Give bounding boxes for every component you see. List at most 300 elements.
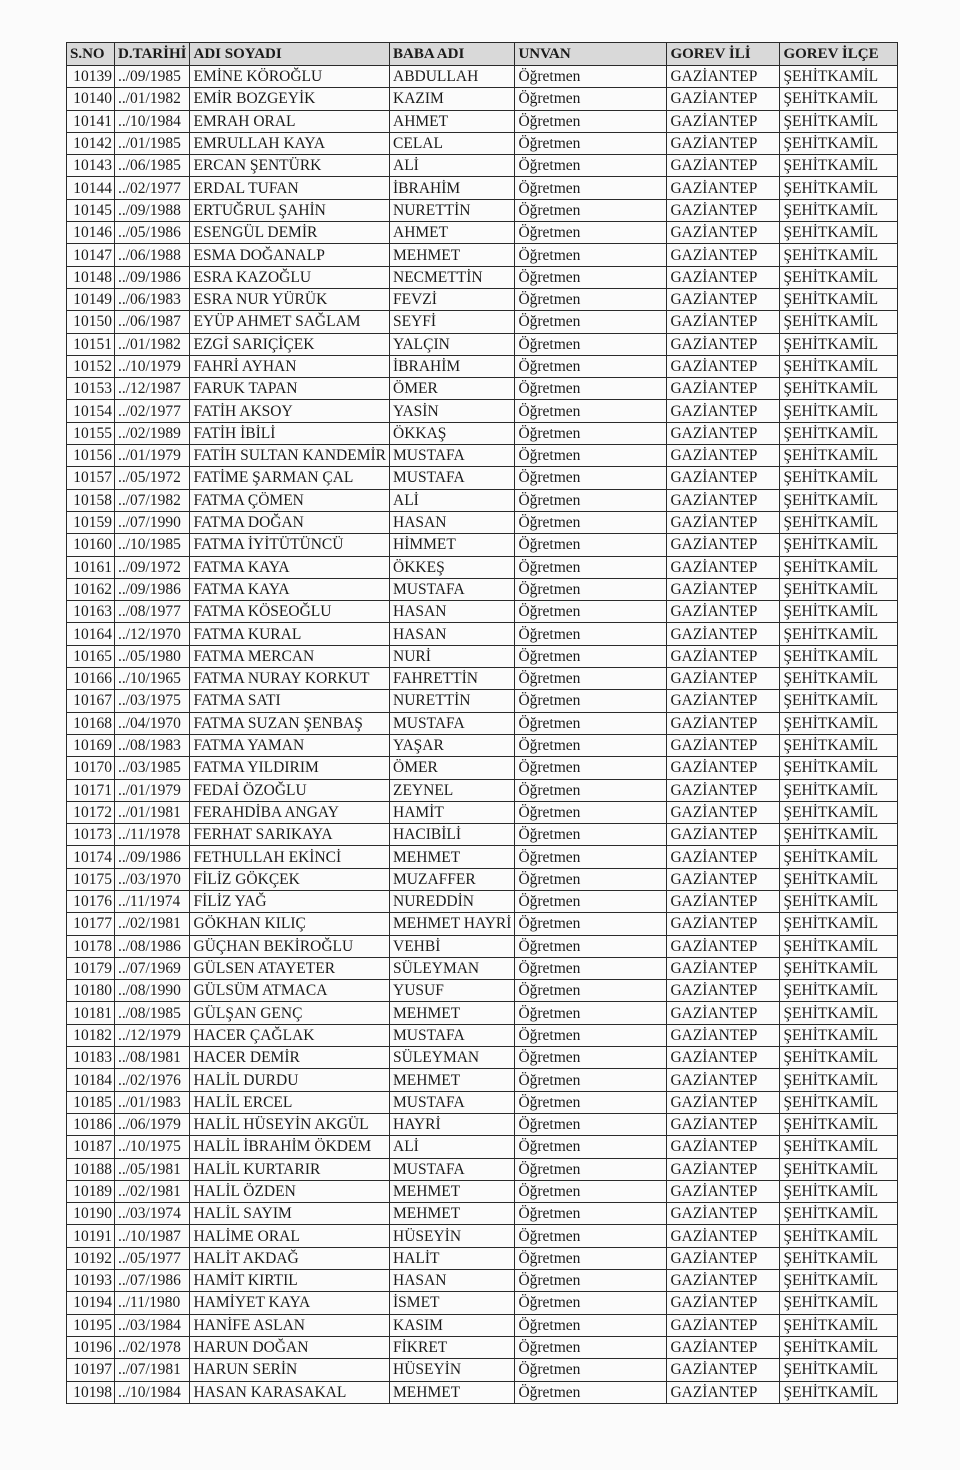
cell-duty-city: GAZİANTEP [667, 690, 780, 712]
cell-father-name: FAHRETTİN [390, 668, 515, 690]
table-row [67, 1136, 898, 1158]
cell-duty-city: GAZİANTEP [667, 1091, 780, 1113]
cell-title: Öğretmen [515, 266, 667, 288]
cell-title: Öğretmen [515, 467, 667, 489]
cell-birth-date: ../08/1986 [115, 935, 190, 957]
cell-full-name: ERCAN ŞENTÜRK [190, 155, 390, 177]
cell-full-name: FATMA YAMAN [190, 734, 390, 756]
cell-duty-city: GAZİANTEP [667, 1047, 780, 1069]
cell-full-name: FEDAİ ÖZOĞLU [190, 779, 390, 801]
cell-title: Öğretmen [515, 1002, 667, 1024]
table-row [67, 422, 898, 444]
cell-father-name: AHMET [390, 110, 515, 132]
table-row [67, 601, 898, 623]
cell-father-name: NURETTİN [390, 690, 515, 712]
cell-father-name: ÖMER [390, 757, 515, 779]
cell-duty-district: ŞEHİTKAMİL [780, 1336, 898, 1358]
cell-duty-city: GAZİANTEP [667, 132, 780, 154]
cell-full-name: HACER DEMİR [190, 1047, 390, 1069]
header-duty-city: GOREV İLİ [667, 43, 780, 66]
cell-duty-district: ŞEHİTKAMİL [780, 467, 898, 489]
cell-father-name: ABDULLAH [390, 66, 515, 88]
cell-duty-city: GAZİANTEP [667, 668, 780, 690]
cell-duty-district: ŞEHİTKAMİL [780, 422, 898, 444]
cell-duty-city: GAZİANTEP [667, 110, 780, 132]
cell-duty-city: GAZİANTEP [667, 378, 780, 400]
cell-father-name: MUSTAFA [390, 467, 515, 489]
cell-full-name: FETHULLAH EKİNCİ [190, 846, 390, 868]
table-row [67, 668, 898, 690]
cell-title: Öğretmen [515, 1247, 667, 1269]
cell-father-name: MEHMET [390, 244, 515, 266]
personnel-table [66, 42, 898, 1404]
cell-duty-city: GAZİANTEP [667, 222, 780, 244]
cell-father-name: HAMİT [390, 801, 515, 823]
table-row [67, 244, 898, 266]
cell-title: Öğretmen [515, 1136, 667, 1158]
cell-sno: 10141 [67, 110, 115, 132]
cell-father-name: MEHMET [390, 1002, 515, 1024]
cell-sno: 10177 [67, 913, 115, 935]
cell-duty-city: GAZİANTEP [667, 534, 780, 556]
cell-birth-date: ../10/1975 [115, 1136, 190, 1158]
cell-duty-district: ŞEHİTKAMİL [780, 712, 898, 734]
cell-birth-date: ../10/1985 [115, 534, 190, 556]
table-row [67, 1024, 898, 1046]
header-birth-date: D.TARİHİ [115, 43, 190, 66]
cell-full-name: HALİL KURTARIR [190, 1158, 390, 1180]
cell-birth-date: ../01/1981 [115, 801, 190, 823]
cell-duty-city: GAZİANTEP [667, 1336, 780, 1358]
cell-full-name: FATMA SATI [190, 690, 390, 712]
cell-duty-district: ŞEHİTKAMİL [780, 1314, 898, 1336]
cell-duty-district: ŞEHİTKAMİL [780, 378, 898, 400]
cell-title: Öğretmen [515, 155, 667, 177]
cell-sno: 10150 [67, 311, 115, 333]
cell-sno: 10161 [67, 556, 115, 578]
cell-duty-district: ŞEHİTKAMİL [780, 601, 898, 623]
cell-father-name: MEHMET [390, 1069, 515, 1091]
cell-sno: 10192 [67, 1247, 115, 1269]
table-row [67, 779, 898, 801]
cell-father-name: NUREDDİN [390, 890, 515, 912]
table-row [67, 690, 898, 712]
cell-duty-city: GAZİANTEP [667, 244, 780, 266]
cell-father-name: ALİ [390, 155, 515, 177]
cell-title: Öğretmen [515, 222, 667, 244]
cell-title: Öğretmen [515, 1225, 667, 1247]
cell-sno: 10190 [67, 1203, 115, 1225]
cell-full-name: FATMA İYİTÜTÜNCÜ [190, 534, 390, 556]
cell-full-name: FATMA MERCAN [190, 645, 390, 667]
cell-duty-city: GAZİANTEP [667, 801, 780, 823]
cell-full-name: ESMA DOĞANALP [190, 244, 390, 266]
cell-duty-city: GAZİANTEP [667, 623, 780, 645]
cell-birth-date: ../10/1987 [115, 1225, 190, 1247]
cell-birth-date: ../01/1982 [115, 333, 190, 355]
table-row [67, 333, 898, 355]
cell-full-name: EZGİ SARIÇİÇEK [190, 333, 390, 355]
cell-duty-district: ŞEHİTKAMİL [780, 734, 898, 756]
cell-title: Öğretmen [515, 757, 667, 779]
table-row [67, 1292, 898, 1314]
table-row [67, 199, 898, 221]
cell-birth-date: ../03/1984 [115, 1314, 190, 1336]
table-row [67, 1270, 898, 1292]
cell-full-name: FARUK TAPAN [190, 378, 390, 400]
cell-father-name: ÖKKAŞ [390, 422, 515, 444]
cell-duty-city: GAZİANTEP [667, 445, 780, 467]
cell-title: Öğretmen [515, 1158, 667, 1180]
cell-duty-district: ŞEHİTKAMİL [780, 1359, 898, 1381]
cell-full-name: FATMA YILDIRIM [190, 757, 390, 779]
cell-title: Öğretmen [515, 355, 667, 377]
cell-duty-city: GAZİANTEP [667, 1069, 780, 1091]
table-row [67, 288, 898, 310]
cell-sno: 10147 [67, 244, 115, 266]
cell-title: Öğretmen [515, 1203, 667, 1225]
cell-duty-city: GAZİANTEP [667, 1113, 780, 1135]
cell-father-name: İSMET [390, 1292, 515, 1314]
cell-title: Öğretmen [515, 645, 667, 667]
cell-sno: 10169 [67, 734, 115, 756]
cell-father-name: MEHMET [390, 1381, 515, 1403]
table-row [67, 1069, 898, 1091]
cell-birth-date: ../01/1982 [115, 88, 190, 110]
cell-birth-date: ../06/1979 [115, 1113, 190, 1135]
cell-sno: 10189 [67, 1180, 115, 1202]
header-father-name: BABA ADI [390, 43, 515, 66]
cell-full-name: HALİL ÖZDEN [190, 1180, 390, 1202]
table-row [67, 757, 898, 779]
cell-father-name: ÖMER [390, 378, 515, 400]
cell-father-name: SÜLEYMAN [390, 957, 515, 979]
cell-title: Öğretmen [515, 1359, 667, 1381]
cell-birth-date: ../07/1981 [115, 1359, 190, 1381]
cell-birth-date: ../03/1985 [115, 757, 190, 779]
cell-title: Öğretmen [515, 935, 667, 957]
cell-sno: 10191 [67, 1225, 115, 1247]
cell-full-name: HARUN SERİN [190, 1359, 390, 1381]
cell-duty-district: ŞEHİTKAMİL [780, 1292, 898, 1314]
table-row [67, 1002, 898, 1024]
cell-title: Öğretmen [515, 199, 667, 221]
cell-sno: 10151 [67, 333, 115, 355]
cell-duty-district: ŞEHİTKAMİL [780, 1225, 898, 1247]
cell-title: Öğretmen [515, 177, 667, 199]
cell-duty-district: ŞEHİTKAMİL [780, 801, 898, 823]
cell-duty-city: GAZİANTEP [667, 779, 780, 801]
table-row [67, 556, 898, 578]
cell-title: Öğretmen [515, 980, 667, 1002]
cell-sno: 10162 [67, 578, 115, 600]
cell-birth-date: ../09/1986 [115, 266, 190, 288]
cell-duty-district: ŞEHİTKAMİL [780, 690, 898, 712]
cell-full-name: HALİL ERCEL [190, 1091, 390, 1113]
cell-duty-city: GAZİANTEP [667, 957, 780, 979]
cell-duty-district: ŞEHİTKAMİL [780, 88, 898, 110]
cell-father-name: ALİ [390, 489, 515, 511]
cell-duty-city: GAZİANTEP [667, 422, 780, 444]
cell-birth-date: ../02/1976 [115, 1069, 190, 1091]
cell-father-name: MUSTAFA [390, 1158, 515, 1180]
cell-birth-date: ../07/1969 [115, 957, 190, 979]
cell-duty-city: GAZİANTEP [667, 177, 780, 199]
table-row [67, 824, 898, 846]
cell-duty-district: ŞEHİTKAMİL [780, 1270, 898, 1292]
cell-father-name: NECMETTİN [390, 266, 515, 288]
cell-birth-date: ../07/1986 [115, 1270, 190, 1292]
cell-duty-district: ŞEHİTKAMİL [780, 1381, 898, 1403]
cell-duty-city: GAZİANTEP [667, 1314, 780, 1336]
cell-full-name: HAMİT KIRTIL [190, 1270, 390, 1292]
cell-title: Öğretmen [515, 556, 667, 578]
cell-duty-district: ŞEHİTKAMİL [780, 355, 898, 377]
cell-father-name: YALÇIN [390, 333, 515, 355]
cell-full-name: HARUN DOĞAN [190, 1336, 390, 1358]
cell-duty-city: GAZİANTEP [667, 489, 780, 511]
cell-duty-district: ŞEHİTKAMİL [780, 578, 898, 600]
cell-full-name: FATMA KAYA [190, 556, 390, 578]
cell-duty-city: GAZİANTEP [667, 333, 780, 355]
table-row [67, 355, 898, 377]
cell-birth-date: ../09/1972 [115, 556, 190, 578]
cell-father-name: HACIBİLİ [390, 824, 515, 846]
table-row [67, 935, 898, 957]
cell-sno: 10184 [67, 1069, 115, 1091]
cell-birth-date: ../08/1977 [115, 601, 190, 623]
cell-father-name: HASAN [390, 511, 515, 533]
cell-title: Öğretmen [515, 1381, 667, 1403]
cell-duty-city: GAZİANTEP [667, 601, 780, 623]
cell-sno: 10156 [67, 445, 115, 467]
cell-father-name: MEHMET HAYRİ [390, 913, 515, 935]
cell-duty-city: GAZİANTEP [667, 734, 780, 756]
cell-sno: 10183 [67, 1047, 115, 1069]
cell-title: Öğretmen [515, 244, 667, 266]
cell-title: Öğretmen [515, 690, 667, 712]
cell-title: Öğretmen [515, 1091, 667, 1113]
cell-birth-date: ../12/1987 [115, 378, 190, 400]
cell-title: Öğretmen [515, 88, 667, 110]
cell-title: Öğretmen [515, 957, 667, 979]
cell-duty-city: GAZİANTEP [667, 868, 780, 890]
table-row [67, 712, 898, 734]
cell-sno: 10173 [67, 824, 115, 846]
cell-duty-district: ŞEHİTKAMİL [780, 779, 898, 801]
cell-duty-district: ŞEHİTKAMİL [780, 177, 898, 199]
table-row [67, 1047, 898, 1069]
cell-birth-date: ../09/1988 [115, 199, 190, 221]
cell-birth-date: ../02/1977 [115, 177, 190, 199]
cell-duty-district: ŞEHİTKAMİL [780, 668, 898, 690]
cell-duty-city: GAZİANTEP [667, 1002, 780, 1024]
cell-sno: 10163 [67, 601, 115, 623]
cell-duty-city: GAZİANTEP [667, 1247, 780, 1269]
cell-birth-date: ../02/1981 [115, 1180, 190, 1202]
cell-duty-district: ŞEHİTKAMİL [780, 1203, 898, 1225]
cell-duty-city: GAZİANTEP [667, 913, 780, 935]
cell-title: Öğretmen [515, 1270, 667, 1292]
cell-birth-date: ../06/1985 [115, 155, 190, 177]
cell-title: Öğretmen [515, 311, 667, 333]
cell-full-name: GÜLSÜM ATMACA [190, 980, 390, 1002]
cell-birth-date: ../06/1987 [115, 311, 190, 333]
cell-birth-date: ../02/1978 [115, 1336, 190, 1358]
cell-full-name: ERDAL TUFAN [190, 177, 390, 199]
cell-birth-date: ../01/1979 [115, 445, 190, 467]
cell-title: Öğretmen [515, 489, 667, 511]
cell-birth-date: ../10/1979 [115, 355, 190, 377]
cell-duty-district: ŞEHİTKAMİL [780, 846, 898, 868]
cell-duty-city: GAZİANTEP [667, 1024, 780, 1046]
cell-full-name: FERHAT SARIKAYA [190, 824, 390, 846]
table-row [67, 1091, 898, 1113]
table-row [67, 534, 898, 556]
cell-full-name: EMRULLAH KAYA [190, 132, 390, 154]
cell-birth-date: ../01/1979 [115, 779, 190, 801]
cell-birth-date: ../02/1977 [115, 400, 190, 422]
cell-title: Öğretmen [515, 1180, 667, 1202]
table-row [67, 378, 898, 400]
cell-title: Öğretmen [515, 132, 667, 154]
cell-title: Öğretmen [515, 1314, 667, 1336]
table-row [67, 266, 898, 288]
cell-duty-city: GAZİANTEP [667, 1359, 780, 1381]
cell-duty-district: ŞEHİTKAMİL [780, 199, 898, 221]
table-row [67, 155, 898, 177]
cell-full-name: FATMA KAYA [190, 578, 390, 600]
header-full-name: ADI SOYADI [190, 43, 390, 66]
cell-full-name: EMRAH ORAL [190, 110, 390, 132]
cell-duty-city: GAZİANTEP [667, 288, 780, 310]
header-duty-district: GOREV İLÇE [780, 43, 898, 66]
cell-sno: 10171 [67, 779, 115, 801]
cell-birth-date: ../10/1984 [115, 1381, 190, 1403]
cell-duty-district: ŞEHİTKAMİL [780, 1113, 898, 1135]
cell-sno: 10176 [67, 890, 115, 912]
cell-birth-date: ../08/1985 [115, 1002, 190, 1024]
table-row [67, 957, 898, 979]
cell-birth-date: ../08/1981 [115, 1047, 190, 1069]
cell-full-name: FATİH AKSOY [190, 400, 390, 422]
cell-sno: 10152 [67, 355, 115, 377]
cell-sno: 10185 [67, 1091, 115, 1113]
cell-duty-city: GAZİANTEP [667, 400, 780, 422]
cell-father-name: HİMMET [390, 534, 515, 556]
cell-sno: 10194 [67, 1292, 115, 1314]
cell-birth-date: ../10/1965 [115, 668, 190, 690]
cell-sno: 10159 [67, 511, 115, 533]
cell-birth-date: ../05/1980 [115, 645, 190, 667]
cell-title: Öğretmen [515, 422, 667, 444]
cell-title: Öğretmen [515, 1047, 667, 1069]
cell-sno: 10158 [67, 489, 115, 511]
cell-sno: 10143 [67, 155, 115, 177]
cell-title: Öğretmen [515, 445, 667, 467]
cell-sno: 10157 [67, 467, 115, 489]
cell-full-name: HALİL SAYIM [190, 1203, 390, 1225]
cell-duty-district: ŞEHİTKAMİL [780, 266, 898, 288]
cell-sno: 10197 [67, 1359, 115, 1381]
cell-full-name: FATMA KURAL [190, 623, 390, 645]
cell-full-name: ERTUĞRUL ŞAHİN [190, 199, 390, 221]
cell-sno: 10170 [67, 757, 115, 779]
cell-birth-date: ../07/1990 [115, 511, 190, 533]
cell-sno: 10167 [67, 690, 115, 712]
table-row [67, 623, 898, 645]
cell-sno: 10146 [67, 222, 115, 244]
cell-sno: 10168 [67, 712, 115, 734]
cell-birth-date: ../03/1970 [115, 868, 190, 890]
cell-duty-district: ŞEHİTKAMİL [780, 1069, 898, 1091]
cell-sno: 10139 [67, 66, 115, 88]
cell-full-name: HALİL DURDU [190, 1069, 390, 1091]
cell-full-name: FATMA ÇÖMEN [190, 489, 390, 511]
cell-full-name: FERAHDİBA ANGAY [190, 801, 390, 823]
cell-duty-district: ŞEHİTKAMİL [780, 400, 898, 422]
cell-duty-district: ŞEHİTKAMİL [780, 645, 898, 667]
cell-duty-district: ŞEHİTKAMİL [780, 935, 898, 957]
table-row [67, 177, 898, 199]
cell-birth-date: ../05/1977 [115, 1247, 190, 1269]
cell-birth-date: ../03/1975 [115, 690, 190, 712]
table-row [67, 1158, 898, 1180]
cell-duty-district: ŞEHİTKAMİL [780, 1047, 898, 1069]
cell-title: Öğretmen [515, 1336, 667, 1358]
cell-full-name: FATİH SULTAN KANDEMİR [190, 445, 390, 467]
cell-sno: 10144 [67, 177, 115, 199]
cell-title: Öğretmen [515, 1292, 667, 1314]
cell-father-name: İBRAHİM [390, 355, 515, 377]
cell-father-name: MUSTAFA [390, 1091, 515, 1113]
table-body [67, 66, 898, 1404]
cell-full-name: FATİH İBİLİ [190, 422, 390, 444]
cell-father-name: KAZIM [390, 88, 515, 110]
cell-sno: 10175 [67, 868, 115, 890]
cell-father-name: FEVZİ [390, 288, 515, 310]
cell-duty-city: GAZİANTEP [667, 712, 780, 734]
cell-full-name: HASAN KARASAKAL [190, 1381, 390, 1403]
cell-father-name: HASAN [390, 601, 515, 623]
table-row [67, 1113, 898, 1135]
cell-birth-date: ../05/1986 [115, 222, 190, 244]
cell-sno: 10187 [67, 1136, 115, 1158]
cell-birth-date: ../11/1980 [115, 1292, 190, 1314]
cell-sno: 10196 [67, 1336, 115, 1358]
cell-sno: 10148 [67, 266, 115, 288]
cell-title: Öğretmen [515, 534, 667, 556]
table-row [67, 734, 898, 756]
cell-full-name: HALİL HÜSEYİN AKGÜL [190, 1113, 390, 1135]
cell-duty-district: ŞEHİTKAMİL [780, 1247, 898, 1269]
cell-duty-city: GAZİANTEP [667, 980, 780, 1002]
cell-full-name: HANİFE ASLAN [190, 1314, 390, 1336]
cell-father-name: İBRAHİM [390, 177, 515, 199]
table-row [67, 1359, 898, 1381]
cell-duty-district: ŞEHİTKAMİL [780, 1024, 898, 1046]
cell-sno: 10193 [67, 1270, 115, 1292]
cell-duty-district: ŞEHİTKAMİL [780, 445, 898, 467]
cell-title: Öğretmen [515, 623, 667, 645]
cell-title: Öğretmen [515, 1024, 667, 1046]
cell-title: Öğretmen [515, 288, 667, 310]
cell-father-name: MEHMET [390, 846, 515, 868]
cell-duty-district: ŞEHİTKAMİL [780, 1136, 898, 1158]
cell-sno: 10195 [67, 1314, 115, 1336]
table-row [67, 311, 898, 333]
cell-birth-date: ../07/1982 [115, 489, 190, 511]
